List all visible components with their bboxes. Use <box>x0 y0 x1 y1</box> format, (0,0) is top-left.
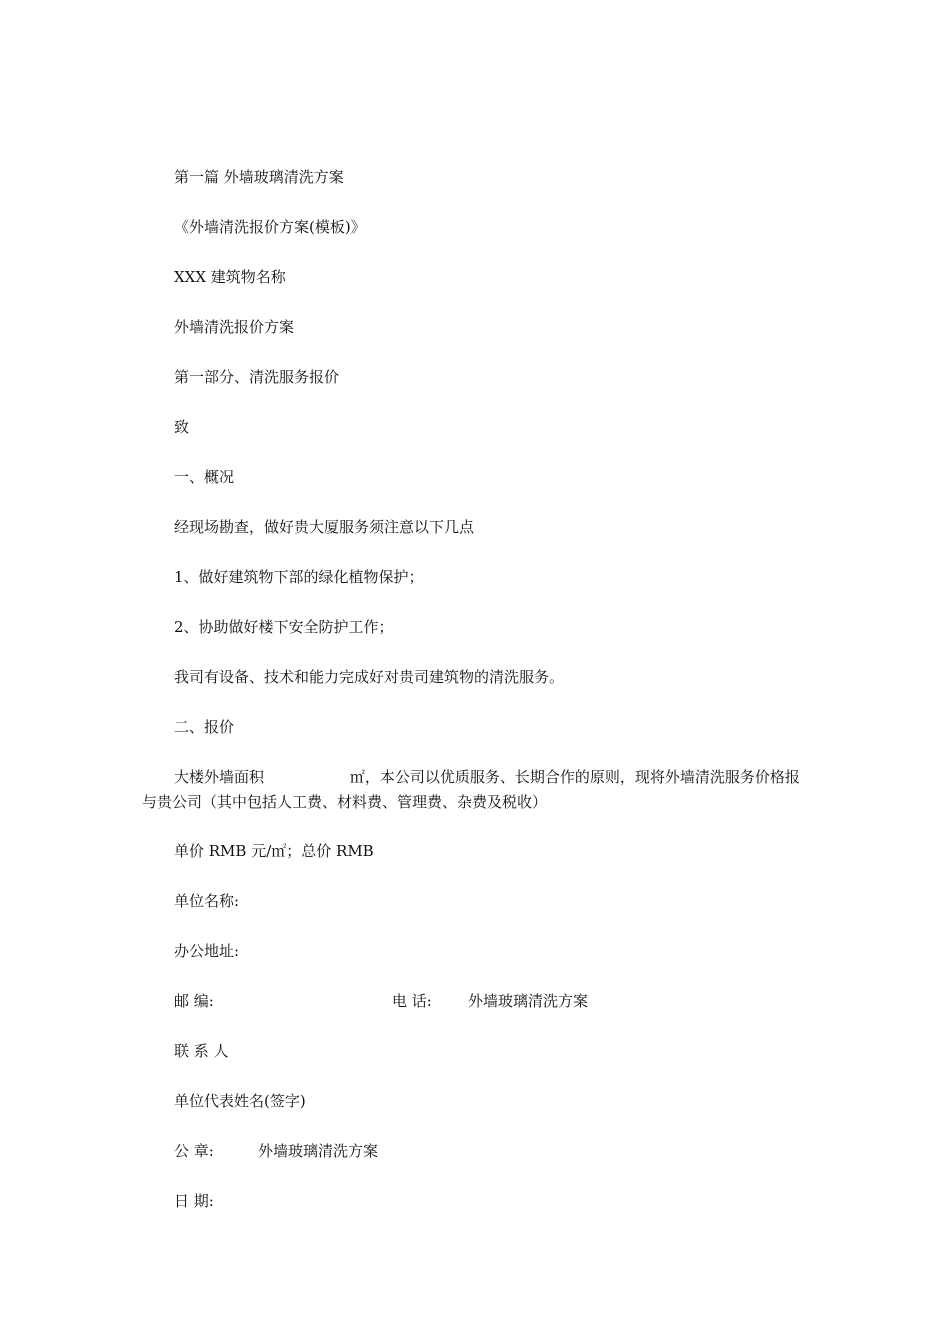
date-label: 日 期: <box>174 1192 214 1210</box>
phone-label: 电 话: <box>392 992 432 1010</box>
quote-heading: 二、报价 <box>174 718 235 736</box>
postal-label: 邮 编: <box>174 992 214 1010</box>
price-line: 单价 RMB 元/㎡；总价 RMB <box>174 842 374 860</box>
note-item-2: 2、协助做好楼下安全防护工作； <box>174 618 394 636</box>
capability-paragraph: 我司有设备、技术和能力完成好对贵司建筑物的清洗服务。 <box>174 668 565 686</box>
salutation: 致 <box>174 418 190 436</box>
survey-paragraph: 经现场勘查，做好贵大厦服务须注意以下几点 <box>174 518 475 536</box>
overview-heading: 一、概况 <box>174 468 235 486</box>
area-paragraph: 大楼外墙面积 ㎡，本公司以优质服务、长期合作的原则，现将外墙清洗服务价格报与贵公司（其中包括人工费、材料费、管理费、杂费及税收） <box>142 768 800 811</box>
postal-phone-row <box>174 989 774 1014</box>
phone-value: 外墙玻璃清洗方案 <box>468 992 589 1010</box>
chapter-title: 第一篇 外墙玻璃清洗方案 <box>174 168 344 186</box>
contact-person-field: 联 系 人 <box>174 1042 229 1060</box>
seal-row <box>174 1139 574 1164</box>
seal-label: 公 章: <box>174 1142 214 1160</box>
template-title: 《外墙清洗报价方案(模板)》 <box>174 218 366 236</box>
seal-value: 外墙玻璃清洗方案 <box>258 1142 379 1160</box>
company-name-field: 单位名称: <box>174 892 240 910</box>
plan-title: 外墙清洗报价方案 <box>174 318 295 336</box>
date-row <box>174 1189 374 1214</box>
building-name: XXX 建筑物名称 <box>174 268 286 286</box>
part-one-heading: 第一部分、清洗服务报价 <box>174 368 340 386</box>
note-item-1: 1、做好建筑物下部的绿化植物保护； <box>174 568 424 586</box>
office-address-field: 办公地址: <box>174 942 240 960</box>
representative-signature-field: 单位代表姓名(签字) <box>174 1092 306 1110</box>
